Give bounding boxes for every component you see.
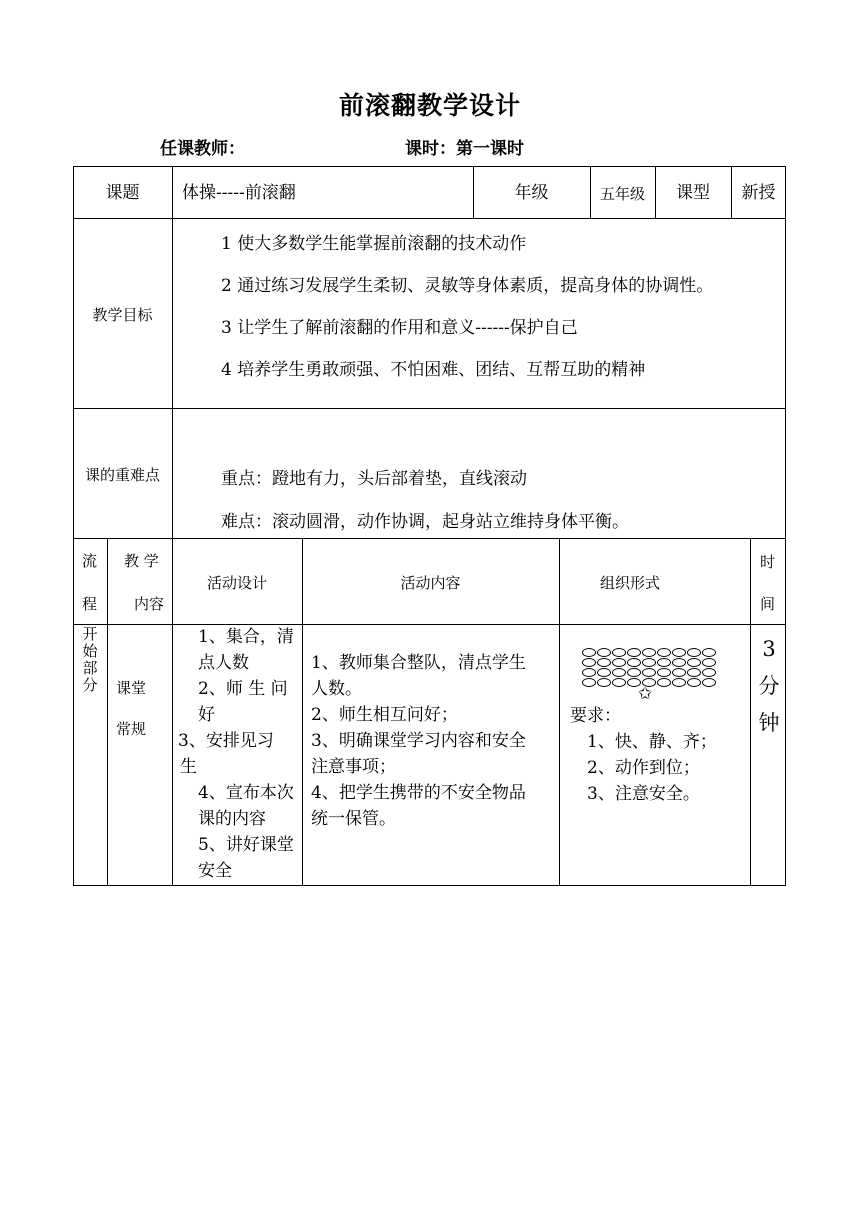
activity-line: 统一保管。: [311, 809, 396, 829]
design-line: 1、集合，清: [198, 627, 294, 647]
activity-cell: [311, 650, 559, 832]
type-value: 新授: [741, 183, 776, 203]
key-point: 重点：蹬地有力，头后部着垫，直线滚动: [221, 469, 527, 489]
time-unit: 分: [758, 674, 780, 698]
col-time-2: 间: [760, 595, 776, 613]
goal-item: 3 让学生了解前滚翻的作用和意义------保护自己: [221, 318, 578, 338]
topic-value: 体操-----前滚翻: [182, 183, 296, 203]
goal-item: 1 使大多数学生能掌握前滚翻的技术动作: [221, 234, 527, 254]
activity-line: 3、明确课堂学习内容和安全: [311, 731, 526, 751]
keypoints-label: 课的重难点: [84, 466, 160, 484]
col-design: 活动设计: [206, 574, 267, 592]
design-line: 3、安排见习: [178, 731, 274, 751]
phase-label: 开始部分: [82, 625, 98, 694]
org-requirements-label: 要求：: [570, 706, 621, 726]
design-line: 好: [198, 705, 215, 725]
col-activity: 活动内容: [400, 574, 461, 592]
col-content-1: 教 学: [124, 552, 159, 570]
col-flow-1: 流: [82, 552, 98, 570]
org-requirement: 2、动作到位；: [587, 758, 700, 778]
document-title: 前滚翻教学设计: [338, 91, 521, 120]
design-line: 点人数: [198, 653, 249, 673]
period-label: 课时：第一课时: [405, 139, 524, 159]
design-cell: [178, 624, 302, 884]
topic-label: 课题: [105, 183, 140, 203]
col-time-1: 时: [760, 553, 776, 571]
goal-item: 4 培养学生勇敢顽强、不怕困难、团结、互帮互助的精神: [221, 360, 646, 380]
activity-line: 人数。: [311, 679, 362, 699]
grade-value: 五年级: [599, 185, 645, 203]
time-unit: 钟: [758, 711, 780, 735]
activity-line: 2、师生相互问好；: [311, 705, 458, 725]
goal-item: 2 通过练习发展学生柔韧、灵敏等身体素质，提高身体的协调性。: [221, 276, 714, 296]
design-line: 安全: [198, 861, 232, 881]
organization-cell: [570, 703, 750, 807]
content-line: 常规: [116, 720, 147, 738]
col-flow-2: 程: [82, 595, 98, 613]
content-line: 课堂: [116, 679, 147, 697]
design-line: 4、宣布本次: [198, 783, 294, 803]
grade-label: 年级: [514, 183, 549, 203]
col-content-2: 内容: [134, 595, 165, 613]
design-line: 5、讲好课堂: [198, 835, 294, 855]
org-requirement: 3、注意安全。: [587, 784, 700, 804]
teacher-star-icon: ✩: [638, 684, 653, 704]
org-requirement: 1、快、静、齐；: [587, 732, 717, 752]
goals-label: 教学目标: [92, 306, 153, 324]
time-cell: [752, 631, 786, 742]
teacher-label: 任课教师：: [160, 139, 245, 159]
design-line: 2、师 生 问: [198, 679, 288, 699]
col-organization: 组织形式: [600, 574, 661, 592]
design-line: 生: [180, 757, 197, 777]
time-value: 3: [762, 637, 776, 661]
design-line: 课的内容: [198, 809, 266, 829]
activity-line: 1、教师集合整队，清点学生: [311, 653, 526, 673]
difficult-point: 难点：滚动圆滑，动作协调，起身站立维持身体平衡。: [221, 512, 629, 532]
formation-diagram: [582, 647, 717, 687]
type-label: 课型: [676, 183, 710, 203]
activity-line: 注意事项；: [311, 757, 396, 777]
activity-line: 4、把学生携带的不安全物品: [311, 783, 526, 803]
